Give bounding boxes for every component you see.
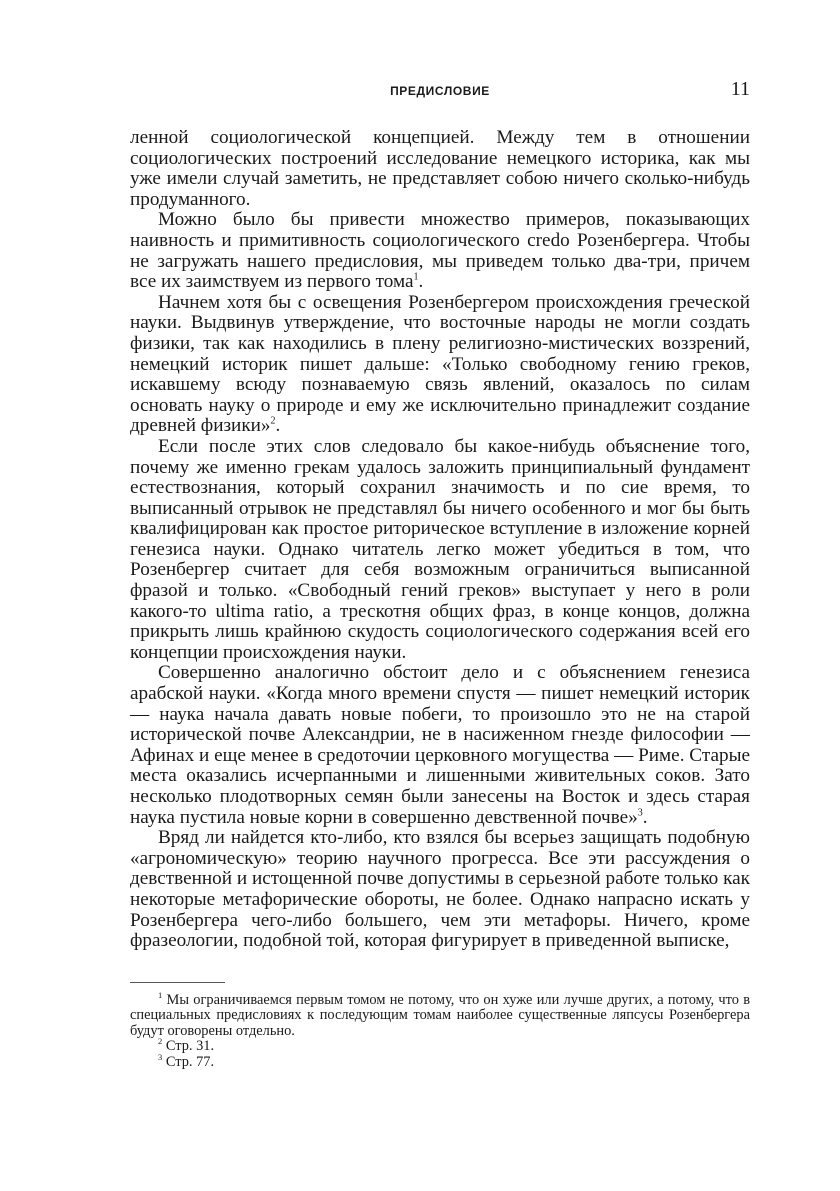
footnote-ref: 1 <box>413 271 419 283</box>
paragraph-text: ленной социологической концепцией. Между тем в отношении социологических построений исследование немецкого историка, как мы уже имели случай заметить, не представляет собою ничего сколько-нибудь продуманного. <box>130 127 750 210</box>
paragraph-end: . <box>642 806 648 828</box>
paragraph-6 <box>130 828 750 952</box>
footnote-ref: 3 <box>637 807 643 819</box>
body-text <box>130 128 750 952</box>
footnote-text: Стр. 77. <box>162 1053 215 1070</box>
footnote-1 <box>130 989 750 1040</box>
footnotes <box>130 989 750 1071</box>
footnote-text: Мы ограничиваемся первым томом не потому, что он хуже или лучше других, а потому, что в специальных предисловиях к последующим томам наиболее существенные ляпсусы Розенбергера будут оговорены отдельно. <box>130 991 750 1039</box>
paragraph-2 <box>130 210 750 292</box>
footnote-mark: 2 <box>158 1036 163 1047</box>
document-page <box>130 78 750 1070</box>
footnote-ref: 2 <box>270 415 276 427</box>
paragraph-3 <box>130 293 750 437</box>
footnote-2 <box>130 1036 750 1055</box>
footnote-mark: 3 <box>158 1051 163 1062</box>
footnote-text: Стр. 31. <box>162 1038 215 1055</box>
paragraph-text: Вряд ли найдется кто-либо, кто взялся бы всерьез защищать подобную «агрономическую» теорию научного прогресса. Все эти рассуждения о девственной и истощенной почве допустимы в серьезной работе только как некоторые метафорические обороты, не более. Однако напрасно искать у Розенбергера чего-либо большего, чем эти метафоры. Ничего, кроме фразеологии, подобной той, которая фигурирует в приведенной выписке, <box>130 827 750 952</box>
paragraph-5 <box>130 663 750 828</box>
paragraph-1 <box>130 128 750 210</box>
running-title: ПРЕДИСЛОВИЕ <box>390 84 490 98</box>
footnote-divider <box>130 982 225 983</box>
footnote-mark: 1 <box>158 989 163 1000</box>
footnote-3 <box>130 1051 750 1071</box>
paragraph-text: Начнем хотя бы с освещения Розенбергером происхождения греческой науки. Выдвинув утверждение, что восточные народы не могли создать физики, так как находились в плену религиозно-мистических воззрений, немецкий историк пишет дальше: «Только свободному гению греков, искавшему всюду познаваемую связь явлений, оказалось по силам основать науку о природе и ему же исключительно принадлежит создание древней физики» <box>130 291 750 437</box>
paragraph-text: Если после этих слов следовало бы какое-нибудь объяснение того, почему же именно грекам удалось заложить принципиальный фундамент естествознания, который сохранил значимость и по сие время, то выписанный отрывок не представлял бы ничего особенного и мог бы быть квалифицирован как простое риторическое вступление в изложение корней генезиса науки. Однако читатель легко может убедиться в том, что Розенбергер считает для себя возможным ограничиться выписанной фразой и только. «Свободный гений греков» выступает у него в роли какого-то ultima ratio, а трескотня общих фраз, в конце концов, должна прикрыть лишь крайнюю скудость социологического содержания всей его концепции происхождения науки. <box>130 435 750 663</box>
paragraph-text: Совершенно аналогично обстоит дело и с объяснением генезиса арабской науки. «Когда много времени спустя — пишет немецкий историк — наука начала давать новые побеги, то произошло это не на старой исторической почве Александрии, не в насиженном гнезде философии — Афинах и еще менее в средоточии церковного могущества — Риме. Старые места оказались исчерпанными и лишенными живительных соков. Зато несколько плодотворных семян были занесены на Восток и здесь старая наука пустила новые корни в совершенно девственной почве» <box>130 662 750 828</box>
paragraph-text: Можно было бы привести множество примеров, показывающих наивность и примитивность социологического credo Розенбергера. Чтобы не загружать нашего предисловия, мы приведем только два-три, причем все их заимствуем из первого тома <box>130 209 750 293</box>
paragraph-4 <box>130 437 750 664</box>
paragraph-end: . <box>275 415 281 437</box>
paragraph-end: . <box>418 271 424 293</box>
page-number: 11 <box>730 78 750 100</box>
running-head <box>130 78 750 106</box>
